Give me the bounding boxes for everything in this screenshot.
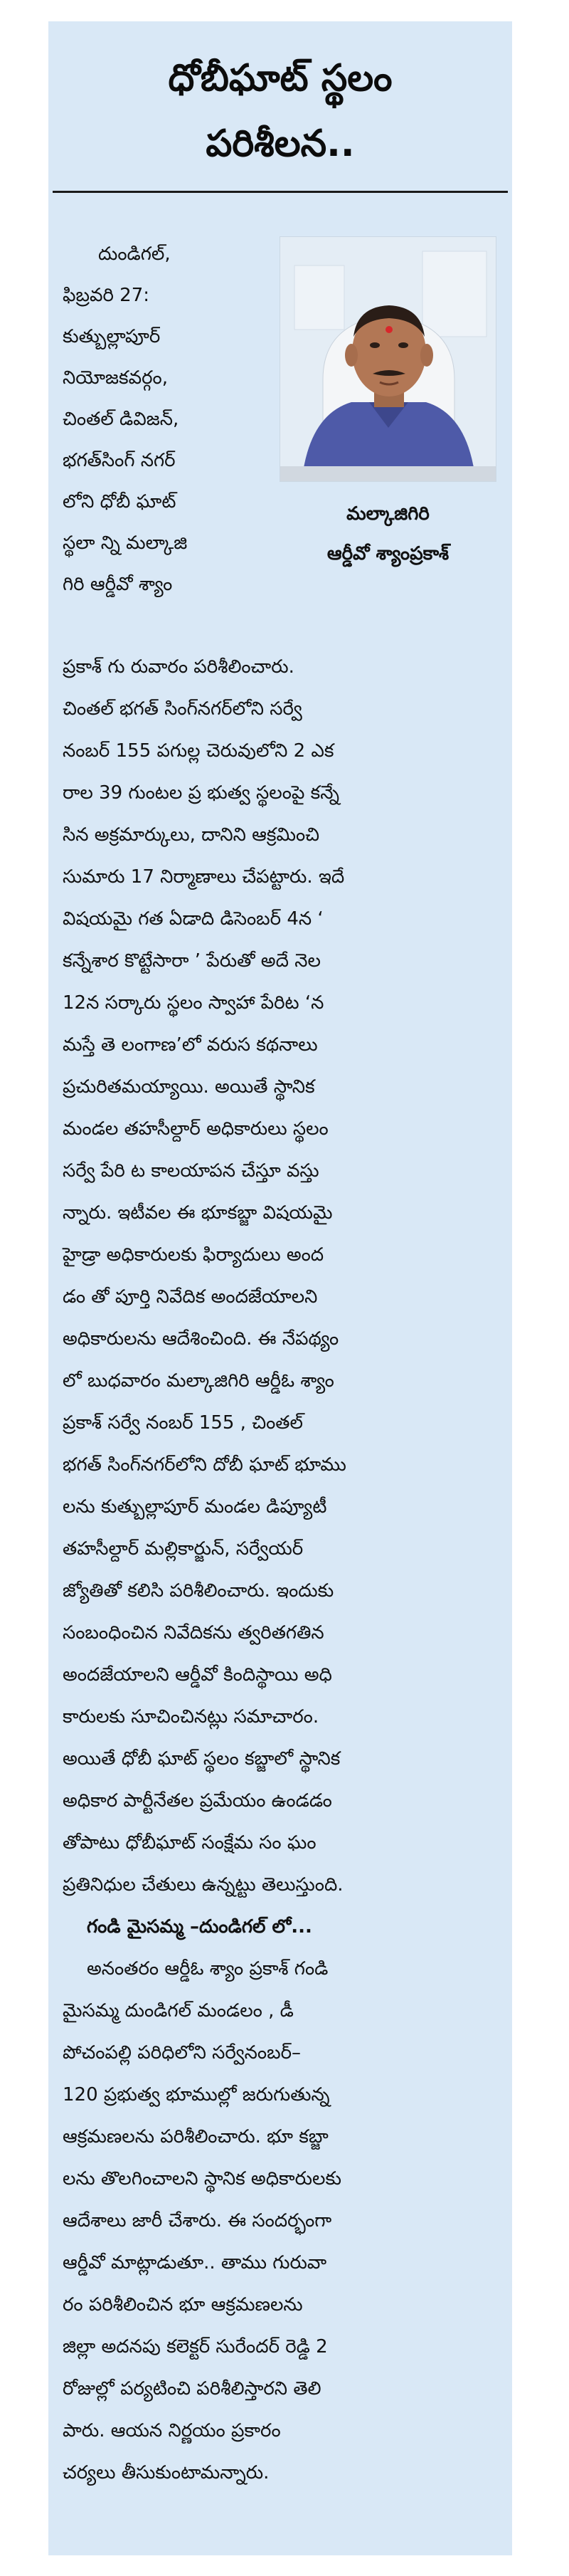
closing-line: 120 ప్రభుత్వ భూముల్లో జరుగుతున్న [63, 2084, 330, 2106]
body-line: విషయమై గత ఏడాది డిసెంబర్ 4న ‘ [63, 908, 324, 930]
body-line: కారులకు సూచించినట్లు సమాచారం. [63, 1706, 319, 1728]
body-line: మస్తే తె లంగాణ’లో వరుస కథనాలు [63, 1034, 318, 1056]
intro-line: భగత్‌సింగ్ నగర్ [63, 450, 176, 471]
closing-line: రోజుల్లో పర్యటించి పరిశీలిస్తారని తెలి [63, 2378, 321, 2399]
body-line: సుమారు 17 నిర్మాణాలు చేపట్టారు. ఇదే [63, 866, 345, 888]
closing-line: పోచంపల్లి పరిధిలోని సర్వేనంబర్– [63, 2042, 302, 2064]
intro-line: కుత్బుల్లాపూర్ [63, 326, 161, 347]
intro-line: దుండిగల్, [98, 243, 171, 265]
body-line: న్నారు. ఇటీవల ఈ భూకబ్జా విషయమై [63, 1202, 333, 1224]
body-line: ప్రచురితమయ్యాయి. అయితే స్థానిక [63, 1076, 315, 1098]
body-line: చింతల్ భగత్ సింగ్‌నగర్‌లోని సర్వే [63, 698, 302, 720]
closing-line: ఆర్డీవో మాట్లాడుతూ.. తాము గురువా [63, 2252, 327, 2273]
body-line: ప్రతినిధుల చేతులు ఉన్నట్టు తెలుస్తుంది. [63, 1874, 344, 1896]
body-line: లను కుత్బుల్లాపూర్ మండల డిప్యూటీ [63, 1496, 327, 1518]
closing-line: ఆక్రమణలను పరిశీలించారు. భూ కబ్జా [63, 2126, 329, 2147]
headline [48, 46, 512, 177]
official-photo [280, 236, 496, 482]
closing-line: ఆదేశాలు జారీ చేశారు. ఈ సందర్భంగా [63, 2210, 332, 2231]
intro-line: లోని ధోబీ ఘాట్ [63, 491, 176, 512]
body-line: సంబంధించిన నివేదికను త్వరితగతిన [63, 1622, 324, 1644]
body-line: సర్వే పేరి ట కాలయాపన చేస్తూ వస్తు [63, 1160, 319, 1182]
body-line: ప్రకాశ్ గు రువారం పరిశీలించారు. [63, 656, 294, 678]
closing-line: అనంతరం ఆర్డీఓ శ్యాం ప్రకాశ్ గండి [87, 1958, 329, 1980]
photo-caption [280, 494, 496, 574]
closing-line: పారు. ఆయన నిర్ణయం ప్రకారం [63, 2420, 281, 2441]
body-line: 12న సర్కారు స్థలం స్వాహా పేరిట ‘న [63, 992, 324, 1014]
body-line: అందజేయాలని ఆర్డీవో కిందిస్థాయి అధి [63, 1664, 332, 1686]
body-line: లో బుధవారం మల్కాజిగిరి ఆర్డీఓ శ్యాం [63, 1370, 334, 1392]
closing-line: రం పరిశీలించిన భూ ఆక్రమణలను [63, 2294, 303, 2315]
headline-line-2: పరిశీలన.. [206, 122, 355, 165]
body-line: సిన అక్రమార్కులు, దానిని ఆక్రమించి [63, 824, 320, 846]
body-line: ప్రకాశ్ సర్వే నంబర్ 155 , చింతల్ [63, 1412, 303, 1434]
intro-line: నియోజకవర్గం, [63, 367, 168, 389]
body-line: అధికారులను ఆదేశించింది. ఈ నేపథ్యం [63, 1328, 339, 1350]
intro-line: గిరి ఆర్డీవో శ్యాం [63, 574, 173, 595]
body-line: హైడ్రా అధికారులకు ఫిర్యాదులు అంద [63, 1244, 324, 1266]
headline-divider [53, 191, 508, 193]
body-line: తోపాటు ధోబీఘాట్ సంక్షేమ సం ఘం [63, 1832, 317, 1854]
intro-column [63, 233, 269, 605]
body-line: భగత్ సింగ్‌నగర్‌లోని దోబీ ఘాట్ భూము [63, 1454, 346, 1476]
body-line: మండల తహసీల్దార్ అధికారులు స్థలం [63, 1118, 329, 1140]
portrait-illustration [280, 237, 496, 482]
intro-line: చింతల్ డివిజన్, [63, 409, 179, 430]
body-line: జ్యోతితో కలిసి పరిశీలించారు. ఇందుకు [63, 1580, 334, 1602]
caption-line-2: ఆర్డీవో శ్యాంప్రకాశ్ [326, 543, 450, 564]
headline-line-1: ధోబీఘాట్ స్థలం [168, 57, 393, 100]
intro-line: స్థలా న్ని మల్కాజి [63, 532, 188, 554]
body-line: అధికార పార్టీనేతల ప్రమేయం ఉండడం [63, 1790, 332, 1812]
subheading: గండి మైసమ్మ –దుండిగల్ లో... [87, 1916, 312, 1938]
closing-line: చర్యలు తీసుకుంటామన్నారు. [63, 2462, 270, 2483]
body-line: డం తో పూర్తి నివేదిక అందజేయాలని [63, 1286, 318, 1308]
closing-line: మైసమ్మ దుండిగల్ మండలం , డీ [63, 2000, 294, 2022]
body-line: కన్నేశార కొట్టేసారా ’ పేరుతో అదే నెల [63, 950, 321, 972]
closing-line: జిల్లా అదనపు కలెక్టర్ సురేందర్ రెడ్డి 2 [63, 2336, 328, 2357]
article-body [63, 646, 498, 2494]
intro-line: ఫిబ్రవరి 27: [63, 285, 149, 306]
news-clipping [48, 21, 512, 2555]
body-line: రాల 39 గుంటల ప్ర భుత్వ స్థలంపై కన్నే [63, 782, 340, 804]
body-line: తహసీల్దార్ మల్లికార్జున్, సర్వేయర్ [63, 1538, 304, 1560]
closing-line: లను తొలగించాలని స్థానిక అధికారులకు [63, 2168, 342, 2189]
caption-line-1: మల్కాజిగిరి [346, 503, 430, 525]
body-line: నంబర్ 155 పగుల్ల చెరువులోని 2 ఎక [63, 740, 334, 762]
body-line: అయితే ధోబీ ఘాట్ స్థలం కబ్జాలో స్థానిక [63, 1748, 341, 1770]
